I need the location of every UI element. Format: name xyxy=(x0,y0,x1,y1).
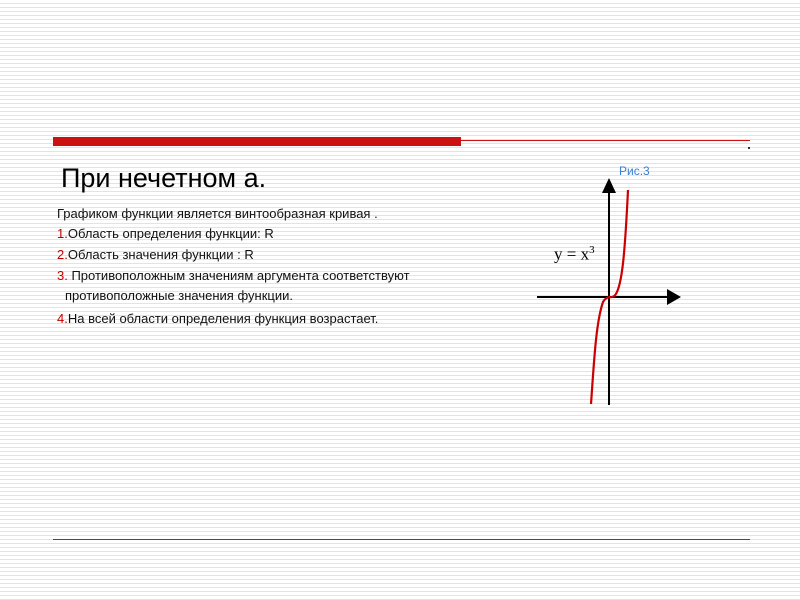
y-axis-arrow xyxy=(602,178,616,193)
list-number: 4. xyxy=(57,311,68,326)
slide-title: При нечетном а. xyxy=(61,163,267,193)
footer-line xyxy=(53,539,750,540)
formula-base: y = x xyxy=(554,244,590,264)
formula-exponent: 3 xyxy=(589,244,595,256)
list-item-4 xyxy=(57,311,378,326)
list-number: 2. xyxy=(57,247,68,262)
list-text: Область определения функции: R xyxy=(67,226,274,241)
intro-text: Графиком функции является винтообразная кривая . xyxy=(57,206,378,221)
list-text: На всей области определения функция возрастает. xyxy=(67,311,379,326)
header-thin-line xyxy=(461,140,750,141)
list-item-1 xyxy=(57,226,274,241)
cubic-graph xyxy=(530,162,690,417)
figure-label: Рис.3 xyxy=(619,164,650,178)
list-item-2 xyxy=(57,247,254,262)
list-text: Противоположным значениям аргумента соответствуют xyxy=(67,268,410,283)
list-item-3-continued: противоположные значения функции. xyxy=(65,288,293,303)
list-number: 1. xyxy=(57,226,68,241)
x-axis-arrow xyxy=(667,289,681,305)
header-red-bar xyxy=(53,137,461,146)
header-dot xyxy=(748,147,750,149)
function-formula xyxy=(554,244,595,265)
list-item-3 xyxy=(57,268,410,283)
list-text: Область значения функции : R xyxy=(67,247,254,262)
list-number: 3. xyxy=(57,268,68,283)
